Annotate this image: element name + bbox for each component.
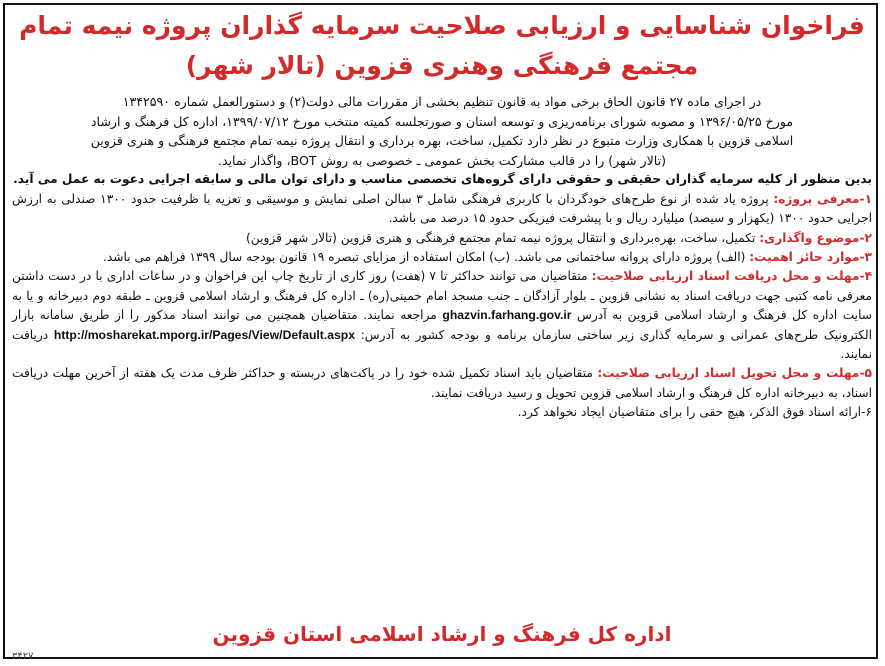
mosharekat-link[interactable]: http://mosharekat.mporg.ir/Pages/View/Default.aspx — [53, 327, 356, 342]
item-receive-documents — [12, 267, 872, 364]
intro-line: اسلامی قزوین با همکاری وزارت متبوع در نظر دارد تکمیل، ساخت، بهره برداری و انتقال پروژه نیمه تمام مجتمع فرهنگی و هنری قزوین — [90, 133, 794, 149]
item-important-points — [12, 248, 872, 267]
notice-title-line2: مجتمع فرهنگی وهنری قزوین (تالار شهر) — [185, 51, 699, 80]
website-link[interactable]: ghazvin.farhang.gov.ir — [442, 308, 572, 323]
item-text: دریافت نمایند. — [12, 327, 872, 362]
item-text: مراجعه نمایند. متقاضیان همچنین می توانند اسناد مذکور را از طریق سامانه بازار الکترونیک طرح‌های عمرانی و سرمایه گذاری زیر ساختی سازمان برنامه و بودجه کشور به آدرس: — [12, 308, 872, 342]
item-no-rights — [12, 403, 872, 422]
item-deliver-documents — [12, 364, 872, 403]
item-text: پروژه یاد شده از نوع طرح‌های خودگردان با کاربری فرهنگی شامل ۳ سالن اصلی نمایش و موسیقی و تعزیه با ظرفیت حدود ۱۳۰۰ صندلی به ارزش اجرایی حدود ۱۳۰۰ (یکهزار و سیصد) میلیارد ریال و با پیشرفت فیزیکی حدود ۱۵ درصد می باشد. — [12, 191, 872, 226]
item-text: ۶-ارائه اسناد فوق الذکر، هیچ حقی را برای متقاضیان ایجاد نخواهد کرد. — [517, 405, 872, 420]
ad-code: ۳۴۲۷ — [12, 651, 34, 662]
signature-line: اداره کل فرهنگ و ارشاد اسلامی استان قزوین — [212, 622, 672, 646]
intro-line: مورخ ۱۳۹۶/۰۵/۲۵ و مصوبه شورای برنامه‌ریزی و توسعه استان و صورتجلسه کمیته منتخب مورخ ۱۳۹۹/۰۷/۱۲، اداره کل فرهنگ و ارشاد — [90, 113, 794, 129]
notice-body — [12, 92, 872, 423]
item-text: متقاضیان باید اسناد تکمیل شده خود را در پاکت‌های دربسته و حداکثر ظرف مدت یک هفته از آخرین مهلت دریافت اسناد، به دبیرخانه اداره کل فرهنگ و ارشاد اسلامی قزوین تحویل و رسید دریافت نمایند. — [12, 366, 872, 400]
item-label: ۲-موضوع واگذاری: — [759, 230, 872, 245]
notice-page — [12, 6, 872, 656]
invitation-text: بدین منظور از کلیه سرمایه گذاران حقیقی و حقوقی دارای گروه‌های تخصصی مناسب و دارای توان مالی و سابقه اجرایی دعوت به عمل می آید. — [13, 172, 872, 187]
notice-title-line1: فراخوان شناسایی و ارزیابی صلاحیت سرمایه گذاران پروژه نیمه تمام — [19, 11, 865, 40]
item-label: ۴-مهلت و محل دریافت اسناد ارزیابی صلاحیت: — [591, 269, 873, 284]
item-text: متقاضیان می توانند حداکثر تا ۷ (هفت) روز کاری از تاریخ چاپ این فراخوان و در ساعات اداری با در دست داشتن معرفی نامه کتبی جهت دریافت اسناد به نشانی قزوین ـ بلوار آزادگان ـ جنب مسجد امام خمینی(ره) ـ اداره کل فرهنگ و ارشاد اسلامی قزوین ـ طبقه دوم دبیرخانه و یا به سایت اداره کل فرهنگ و ارشاد اسلامی قزوین به آدرس — [12, 269, 872, 323]
intro-line: در اجرای ماده ۲۷ قانون الحاق برخی مواد به قانون تنظیم بخشی از مقررات مالی دولت(۲) و دستورالعمل شماره ۱۳۴۲۵۹۰ — [122, 94, 762, 109]
intro-line: (تالار شهر) را در قالب مشارکت بخش عمومی ـ خصوصی به روش BOT، واگذار نماید. — [217, 152, 667, 168]
item-label: ۵-مهلت و محل تحویل اسناد ارزیابی صلاحیت: — [597, 366, 872, 381]
item-project-intro — [12, 190, 872, 229]
intro-paragraph — [12, 92, 872, 170]
item-label: ۳-موارد حائز اهمیت: — [749, 250, 872, 264]
item-text: (الف) پروژه دارای پروانه ساختمانی می باشد. (ب) امکان استفاده از مزایای تبصره ۱۹ قانون بودجه سال ۱۳۹۹ فراهم می باشد. — [103, 250, 750, 264]
item-subject — [12, 229, 872, 248]
item-text: تکمیل، ساخت، بهره‌برداری و انتقال پروژه نیمه تمام مجتمع فرهنگی و هنری قزوین (تالار شهر قزوین) — [246, 230, 760, 245]
item-label: ۱-معرفی پروژه: — [773, 191, 873, 206]
